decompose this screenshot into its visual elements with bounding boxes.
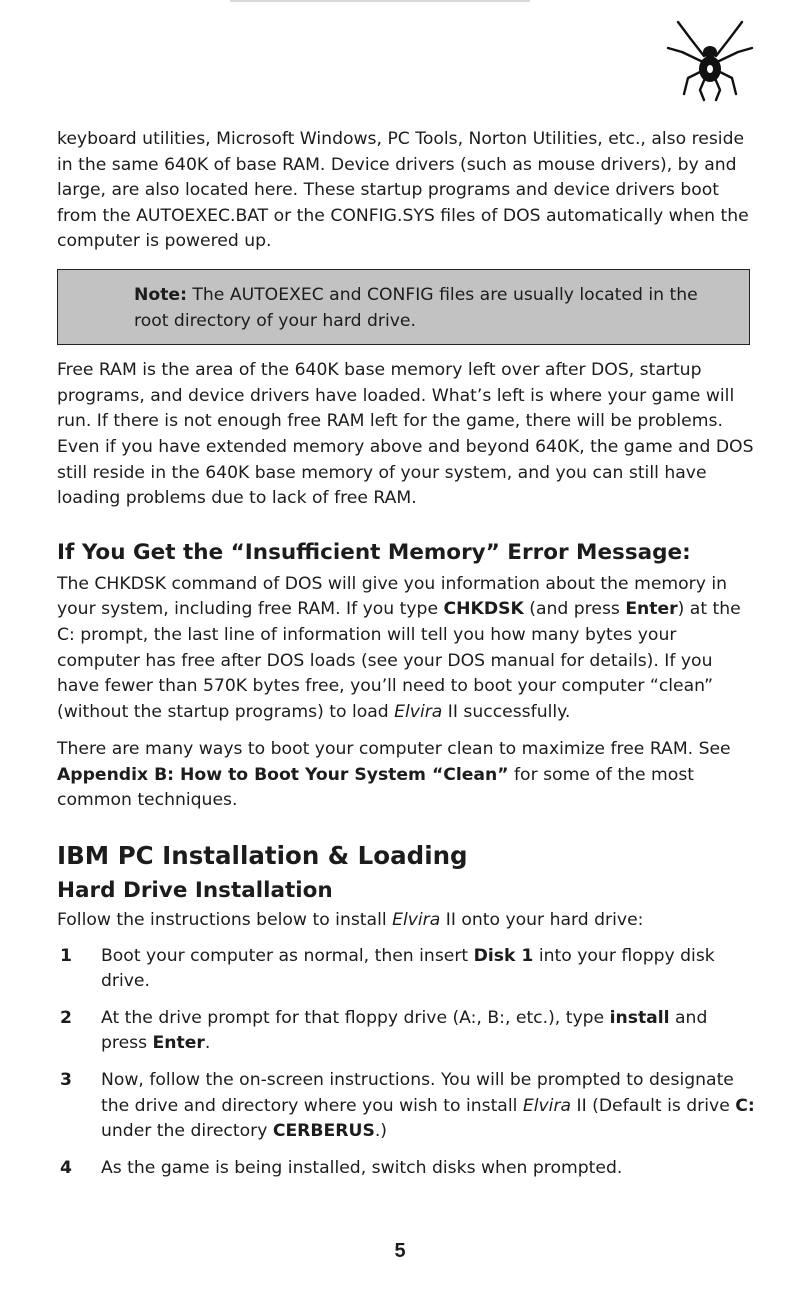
heading-insufficient-memory: If You Get the “Insufficient Memory” Error Message: bbox=[57, 539, 691, 565]
paragraph-memory: keyboard utilities, Microsoft Windows, PC Tools, Norton Utilities, etc., also reside in the same 640K of base RAM. Device drivers (such as mouse drivers), by and large, are also located here. These startup programs and device drivers boot from the AUTOEXEC.BAT or the CONFIG.SYS files of DOS automatically when the computer is powered up. bbox=[57, 129, 749, 252]
step-item bbox=[57, 944, 757, 995]
step-number: 4 bbox=[60, 1157, 72, 1178]
installation-steps bbox=[57, 944, 757, 1182]
step-item bbox=[57, 1006, 757, 1057]
note-label: Note: bbox=[134, 284, 187, 305]
spider-icon bbox=[660, 8, 760, 104]
paragraph-free-ram: Free RAM is the area of the 640K base memory left over after DOS, startup programs, and device drivers have loaded. What’s left is where your game will run. If there is not enough free RAM left for the game, there will be problems. Even if you have extended memory above and beyond 640K, the game and DOS still reside in the 640K base memory of your system, and you can still have loading problems due to lack of free RAM. bbox=[57, 360, 754, 509]
paragraph-chkdsk: The CHKDSK command of DOS will give you information about the memory in your system, including free RAM. If you type CHKDSK (and press Enter) at the C: prompt, the last line of information will tell you how many bytes your computer has free after DOS loads (see your DOS manual for details). If you have fewer than 570K bytes free, you’ll need to boot your computer “clean” (without the startup programs) to load Elvira II successfully. bbox=[57, 573, 741, 722]
page-content bbox=[57, 127, 757, 1192]
appendix-reference: Appendix B: How to Boot Your System “Clean” bbox=[57, 764, 509, 785]
top-rule bbox=[230, 0, 530, 2]
paragraph-boot-clean: There are many ways to boot your computer clean to maximize free RAM. See Appendix B: How to Boot Your System “Clean” for some of the most common techniques. bbox=[57, 739, 731, 811]
step-text: Now, follow the on-screen instructions. You will be prompted to designate the drive and directory where you wish to install Elvira II (Default is drive C: under the directory CERBERUS.) bbox=[101, 1070, 755, 1142]
step-text: Boot your computer as normal, then insert Disk 1 into your floppy disk drive. bbox=[101, 945, 715, 992]
step-text: As the game is being installed, switch disks when prompted. bbox=[101, 1157, 623, 1178]
subheading-hard-drive-installation: Hard Drive Installation bbox=[57, 878, 333, 904]
page-number: 5 bbox=[394, 1240, 406, 1262]
note-box bbox=[57, 269, 750, 345]
heading-ibm-installation: IBM PC Installation & Loading bbox=[57, 841, 468, 871]
note-text: The AUTOEXEC and CONFIG files are usually located in the root directory of your hard drive. bbox=[134, 284, 698, 331]
step-number: 1 bbox=[60, 945, 72, 966]
step-number: 3 bbox=[60, 1070, 72, 1091]
step-text: At the drive prompt for that floppy drive (A:, B:, etc.), type install and press Enter. bbox=[101, 1007, 708, 1054]
paragraph-intro: Follow the instructions below to install Elvira II onto your hard drive: bbox=[57, 910, 644, 931]
step-item bbox=[57, 1156, 757, 1182]
step-item bbox=[57, 1068, 757, 1145]
step-number: 2 bbox=[60, 1007, 72, 1028]
